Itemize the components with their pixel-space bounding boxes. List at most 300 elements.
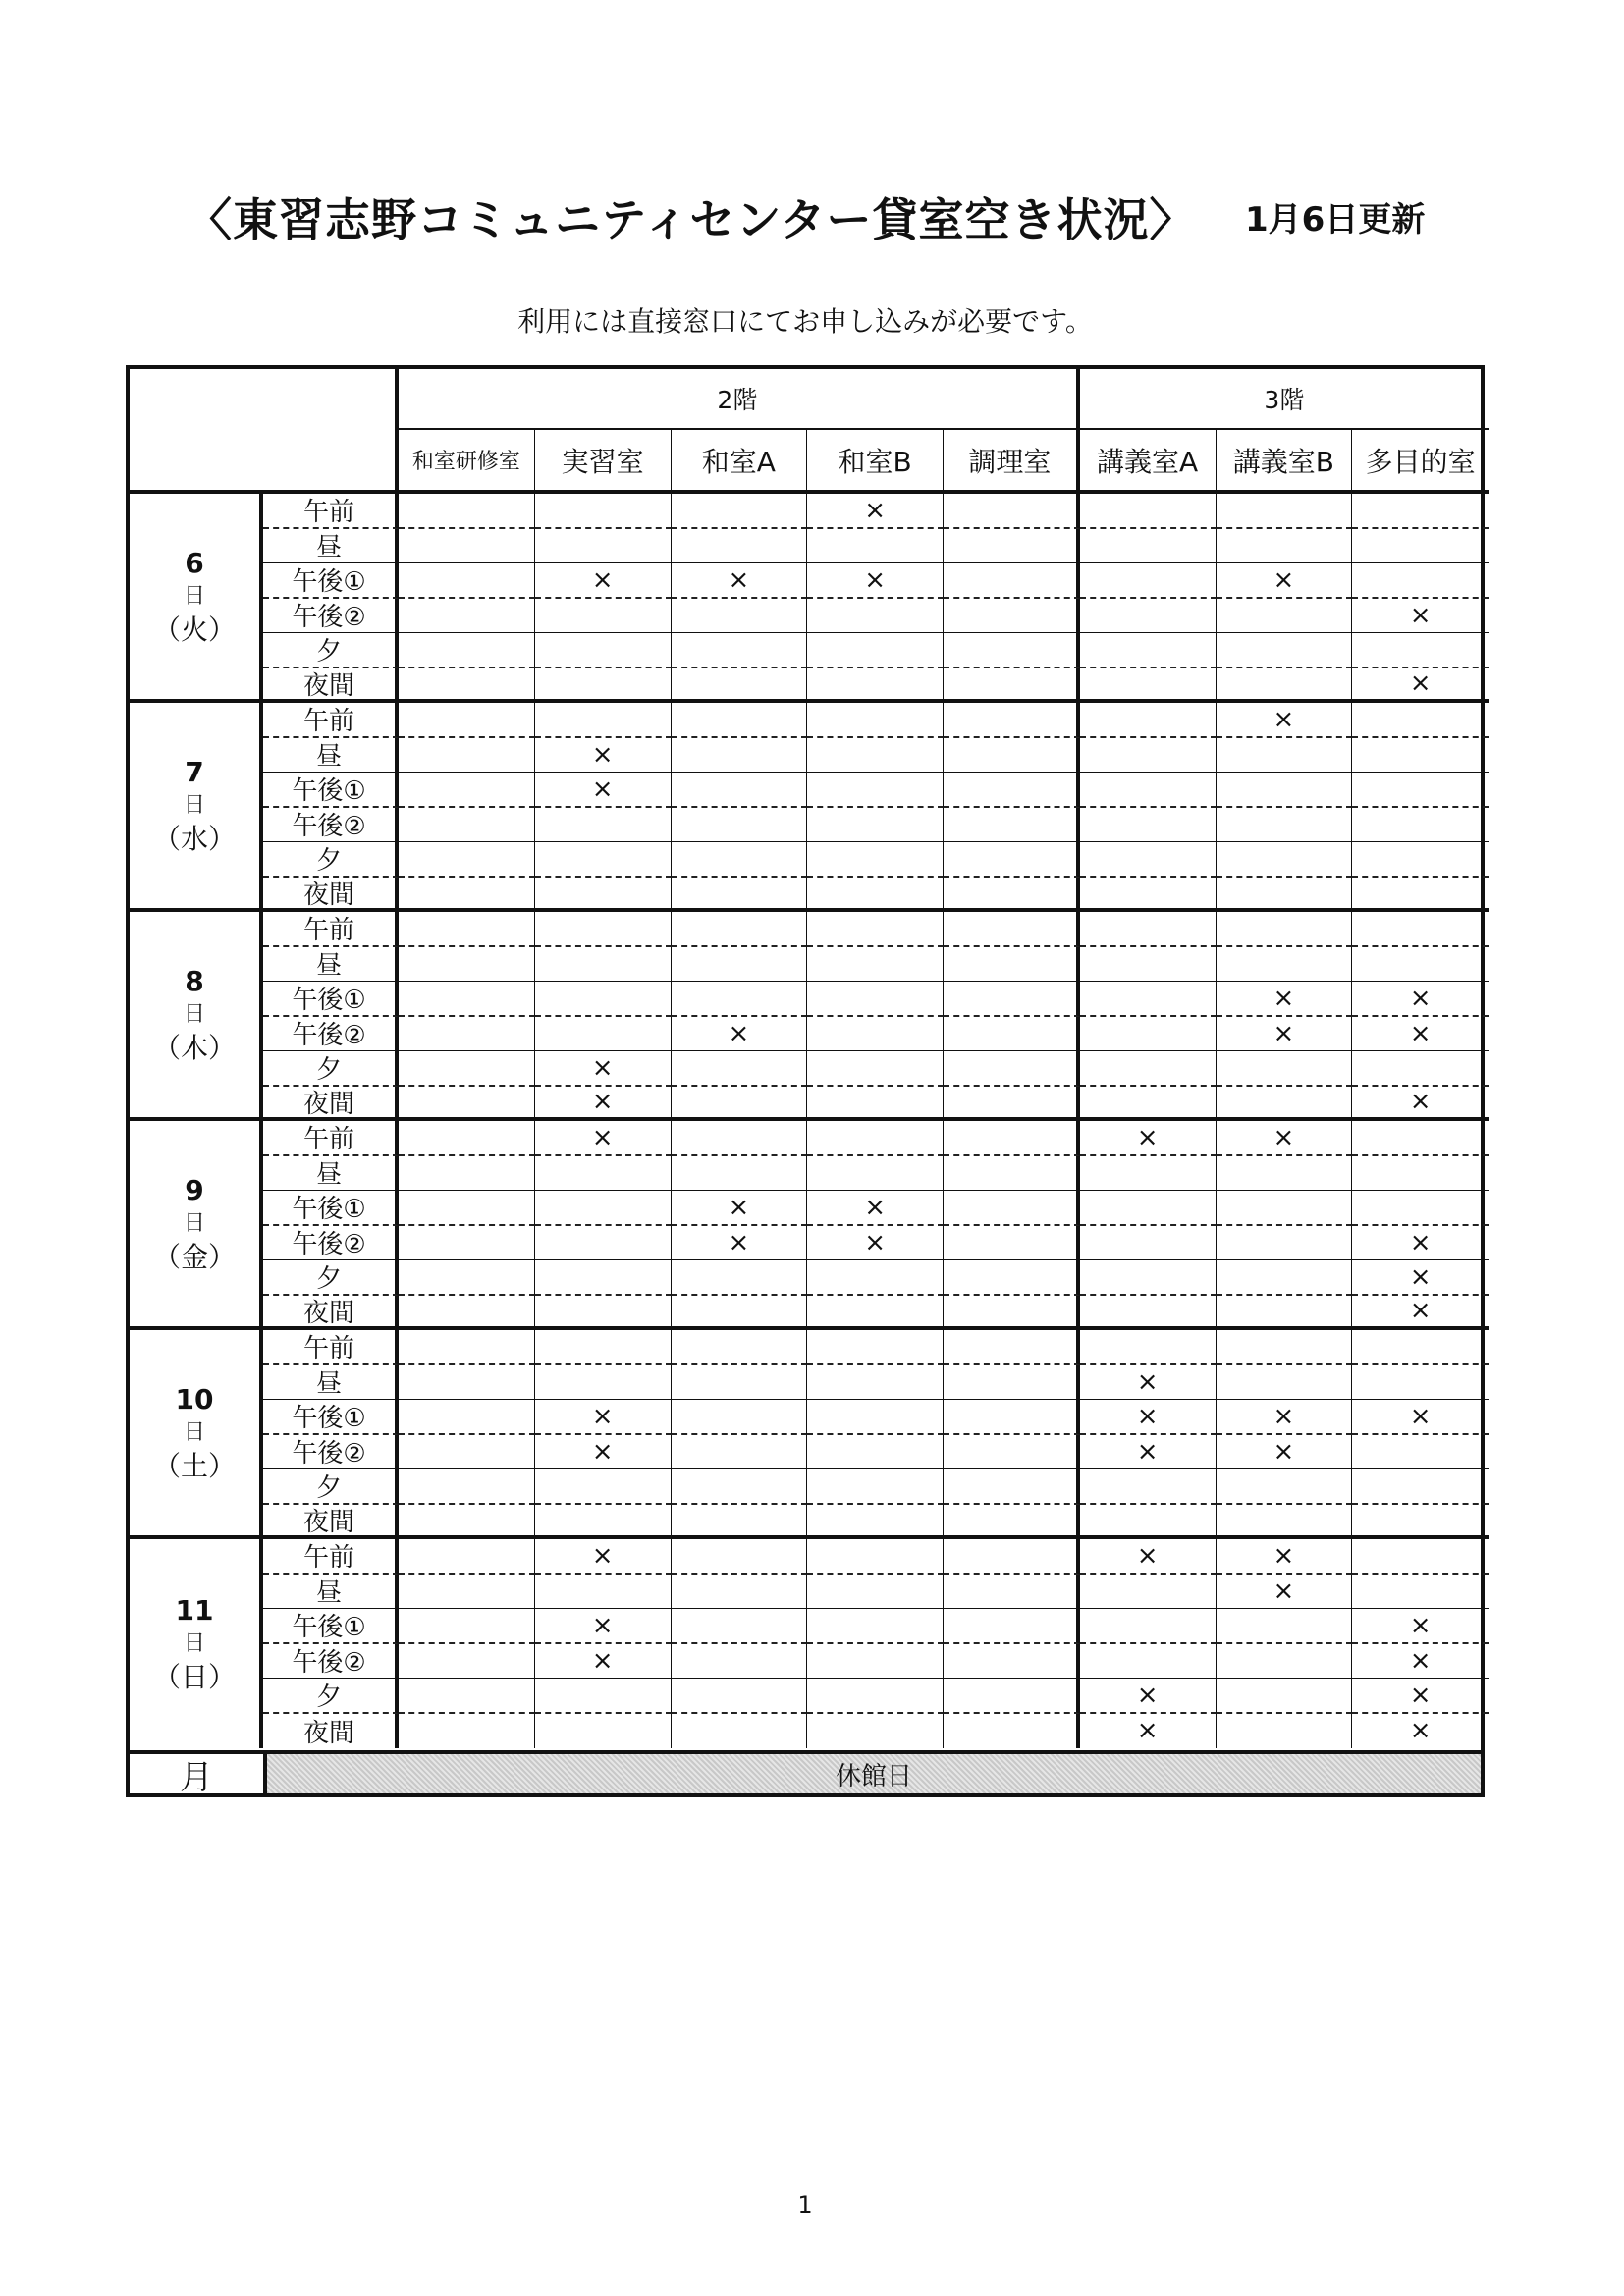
availability-cell bbox=[399, 1609, 535, 1644]
availability-cell bbox=[944, 1609, 1080, 1644]
availability-cell bbox=[807, 1296, 944, 1331]
availability-cell bbox=[399, 1714, 535, 1749]
availability-cell bbox=[944, 1296, 1080, 1331]
availability-cell bbox=[807, 773, 944, 808]
availability-cell bbox=[944, 1435, 1080, 1470]
availability-cell bbox=[1352, 529, 1489, 564]
availability-cell bbox=[672, 912, 808, 947]
availability-cell bbox=[672, 1330, 808, 1365]
availability-cell bbox=[535, 947, 672, 983]
closed-weekday: 月 bbox=[130, 1754, 267, 1793]
availability-cell bbox=[1080, 494, 1217, 529]
availability-cell bbox=[807, 1469, 944, 1505]
availability-cell bbox=[672, 842, 808, 878]
availability-cell bbox=[1080, 1226, 1217, 1261]
booked-mark: × bbox=[807, 563, 944, 599]
availability-cell bbox=[1217, 842, 1353, 878]
availability-cell bbox=[1080, 563, 1217, 599]
availability-cell bbox=[807, 912, 944, 947]
availability-cell bbox=[672, 633, 808, 668]
availability-cell bbox=[1217, 1714, 1353, 1749]
time-slot-label: 午後① bbox=[263, 1400, 399, 1435]
availability-cell bbox=[1080, 1609, 1217, 1644]
availability-cell bbox=[1080, 1191, 1217, 1226]
availability-cell bbox=[1352, 738, 1489, 774]
availability-cell bbox=[1217, 1191, 1353, 1226]
availability-cell bbox=[1352, 494, 1489, 529]
time-slot-label: 午前 bbox=[263, 912, 399, 947]
booked-mark: × bbox=[1352, 1609, 1489, 1644]
booked-mark: × bbox=[807, 1191, 944, 1226]
availability-cell bbox=[807, 1575, 944, 1610]
availability-cell bbox=[672, 1644, 808, 1680]
booked-mark: × bbox=[535, 738, 672, 774]
booked-mark: × bbox=[1217, 1017, 1353, 1052]
availability-cell bbox=[399, 1191, 535, 1226]
availability-cell bbox=[1080, 982, 1217, 1017]
booked-mark: × bbox=[1352, 1644, 1489, 1680]
availability-cell bbox=[807, 1330, 944, 1365]
availability-cell bbox=[1217, 947, 1353, 983]
room-header-washitsu-b: 和室B bbox=[807, 430, 944, 494]
availability-cell bbox=[807, 633, 944, 668]
booked-mark: × bbox=[1080, 1435, 1217, 1470]
day-number: 8 bbox=[185, 964, 204, 997]
booked-mark: × bbox=[1217, 1435, 1353, 1470]
availability-cell bbox=[535, 982, 672, 1017]
availability-cell bbox=[672, 599, 808, 634]
availability-cell bbox=[672, 1679, 808, 1714]
availability-cell bbox=[1217, 1296, 1353, 1331]
availability-cell bbox=[399, 1505, 535, 1540]
booked-mark: × bbox=[1080, 1714, 1217, 1749]
booked-mark: × bbox=[1217, 1539, 1353, 1575]
booked-mark: × bbox=[807, 494, 944, 529]
availability-cell bbox=[944, 494, 1080, 529]
availability-cell bbox=[1080, 1156, 1217, 1192]
time-slot-label: 昼 bbox=[263, 1156, 399, 1192]
availability-cell bbox=[399, 1260, 535, 1296]
booked-mark: × bbox=[1352, 1260, 1489, 1296]
booked-mark: × bbox=[535, 1087, 672, 1122]
availability-cell bbox=[1217, 1365, 1353, 1401]
availability-cell bbox=[807, 1121, 944, 1156]
time-slot-label: 昼 bbox=[263, 738, 399, 774]
floor-3-header: 3階 bbox=[1080, 369, 1489, 430]
availability-cell bbox=[1352, 1435, 1489, 1470]
availability-cell bbox=[399, 563, 535, 599]
booked-mark: × bbox=[1352, 1296, 1489, 1331]
availability-cell bbox=[1217, 1505, 1353, 1540]
availability-cell bbox=[807, 1400, 944, 1435]
availability-cell bbox=[535, 668, 672, 704]
booked-mark: × bbox=[672, 1017, 808, 1052]
availability-cell bbox=[535, 1330, 672, 1365]
availability-cell bbox=[535, 1365, 672, 1401]
booked-mark: × bbox=[535, 1435, 672, 1470]
availability-cell bbox=[672, 1087, 808, 1122]
availability-cell bbox=[807, 1051, 944, 1087]
availability-cell bbox=[1352, 1575, 1489, 1610]
availability-cell bbox=[399, 1330, 535, 1365]
booked-mark: × bbox=[1352, 1017, 1489, 1052]
availability-cell bbox=[1080, 773, 1217, 808]
availability-cell bbox=[807, 947, 944, 983]
availability-cell bbox=[1217, 529, 1353, 564]
availability-cell bbox=[399, 1400, 535, 1435]
room-header-kougi-a: 講義室A bbox=[1080, 430, 1217, 494]
day-unit: 日 bbox=[183, 1210, 205, 1236]
time-slot-label: 午前 bbox=[263, 1539, 399, 1575]
availability-cell bbox=[672, 1469, 808, 1505]
availability-cell bbox=[807, 1087, 944, 1122]
booked-mark: × bbox=[1217, 1575, 1353, 1610]
day-unit: 日 bbox=[183, 1630, 205, 1656]
availability-cell bbox=[672, 1365, 808, 1401]
availability-cell bbox=[399, 1539, 535, 1575]
availability-cell bbox=[1080, 1296, 1217, 1331]
availability-cell bbox=[807, 1539, 944, 1575]
time-slot-label: 午前 bbox=[263, 1330, 399, 1365]
availability-cell bbox=[535, 1017, 672, 1052]
availability-cell bbox=[672, 982, 808, 1017]
availability-cell bbox=[535, 494, 672, 529]
availability-cell bbox=[1217, 1644, 1353, 1680]
booked-mark: × bbox=[1080, 1121, 1217, 1156]
availability-cell bbox=[1352, 947, 1489, 983]
time-slot-label: 午前 bbox=[263, 494, 399, 529]
availability-cell bbox=[1080, 1330, 1217, 1365]
availability-cell bbox=[399, 1644, 535, 1680]
booked-mark: × bbox=[535, 1609, 672, 1644]
availability-cell bbox=[672, 668, 808, 704]
time-slot-label: 午後① bbox=[263, 982, 399, 1017]
availability-cell bbox=[944, 878, 1080, 913]
day-label bbox=[130, 1121, 263, 1330]
availability-cell bbox=[399, 1087, 535, 1122]
booked-mark: × bbox=[1352, 1400, 1489, 1435]
availability-cell bbox=[1080, 1260, 1217, 1296]
time-slot-label: 夕 bbox=[263, 1469, 399, 1505]
availability-cell bbox=[807, 808, 944, 843]
availability-cell bbox=[535, 912, 672, 947]
availability-cell bbox=[1352, 878, 1489, 913]
time-slot-label: 夕 bbox=[263, 1051, 399, 1087]
availability-cell bbox=[1352, 1051, 1489, 1087]
availability-cell bbox=[1080, 912, 1217, 947]
time-slot-label: 午後② bbox=[263, 599, 399, 634]
availability-cell bbox=[1080, 947, 1217, 983]
day-number: 6 bbox=[185, 546, 204, 579]
availability-cell bbox=[944, 1330, 1080, 1365]
booked-mark: × bbox=[672, 1226, 808, 1261]
availability-table bbox=[126, 365, 1485, 1797]
availability-cell bbox=[1080, 1644, 1217, 1680]
availability-cell bbox=[944, 668, 1080, 704]
booked-mark: × bbox=[1352, 668, 1489, 704]
time-slot-label: 午後① bbox=[263, 563, 399, 599]
booked-mark: × bbox=[1352, 1679, 1489, 1714]
availability-cell bbox=[944, 1226, 1080, 1261]
day-number: 9 bbox=[185, 1173, 204, 1206]
availability-cell bbox=[1080, 1575, 1217, 1610]
day-weekday: （水） bbox=[152, 822, 236, 855]
availability-cell bbox=[1352, 1121, 1489, 1156]
day-label bbox=[130, 912, 263, 1121]
availability-cell bbox=[944, 1469, 1080, 1505]
day-number: 7 bbox=[185, 755, 204, 788]
availability-cell bbox=[399, 529, 535, 564]
booked-mark: × bbox=[1080, 1539, 1217, 1575]
time-slot-label: 夜間 bbox=[263, 878, 399, 913]
availability-cell bbox=[944, 1087, 1080, 1122]
availability-cell bbox=[944, 808, 1080, 843]
availability-cell bbox=[807, 703, 944, 738]
day-label bbox=[130, 1330, 263, 1539]
booked-mark: × bbox=[535, 1121, 672, 1156]
availability-cell bbox=[535, 1575, 672, 1610]
availability-cell bbox=[1217, 668, 1353, 704]
availability-cell bbox=[1080, 738, 1217, 774]
day-weekday: （火） bbox=[152, 613, 236, 646]
room-header-washitsu-a: 和室A bbox=[672, 430, 808, 494]
availability-cell bbox=[535, 1679, 672, 1714]
availability-cell bbox=[399, 947, 535, 983]
availability-cell bbox=[807, 738, 944, 774]
availability-cell bbox=[944, 1679, 1080, 1714]
booked-mark: × bbox=[1217, 1121, 1353, 1156]
availability-cell bbox=[672, 494, 808, 529]
availability-cell bbox=[807, 668, 944, 704]
time-slot-label: 午前 bbox=[263, 703, 399, 738]
booked-mark: × bbox=[535, 1539, 672, 1575]
availability-cell bbox=[672, 529, 808, 564]
availability-cell bbox=[672, 1400, 808, 1435]
availability-cell bbox=[1352, 1330, 1489, 1365]
time-slot-label: 午後① bbox=[263, 1191, 399, 1226]
availability-cell bbox=[944, 1191, 1080, 1226]
availability-cell bbox=[807, 982, 944, 1017]
availability-cell bbox=[1080, 842, 1217, 878]
availability-cell bbox=[535, 1469, 672, 1505]
availability-cell bbox=[944, 599, 1080, 634]
booked-mark: × bbox=[535, 1644, 672, 1680]
availability-cell bbox=[1352, 633, 1489, 668]
page-title: 〈東習志野コミュニティセンター貸室空き状況〉 bbox=[187, 193, 1196, 246]
availability-cell bbox=[535, 703, 672, 738]
availability-cell bbox=[1080, 1505, 1217, 1540]
availability-cell bbox=[672, 773, 808, 808]
availability-cell bbox=[399, 982, 535, 1017]
availability-cell bbox=[535, 529, 672, 564]
availability-cell bbox=[1080, 1017, 1217, 1052]
time-slot-label: 夕 bbox=[263, 842, 399, 878]
closed-day-row bbox=[126, 1750, 1485, 1797]
availability-cell bbox=[399, 1226, 535, 1261]
availability-cell bbox=[1080, 1051, 1217, 1087]
availability-cell bbox=[1352, 563, 1489, 599]
availability-cell bbox=[672, 947, 808, 983]
day-number: 11 bbox=[175, 1593, 214, 1627]
availability-cell bbox=[1080, 599, 1217, 634]
time-slot-label: 昼 bbox=[263, 529, 399, 564]
availability-cell bbox=[399, 1435, 535, 1470]
availability-cell bbox=[944, 703, 1080, 738]
booked-mark: × bbox=[1352, 1226, 1489, 1261]
booked-mark: × bbox=[1080, 1679, 1217, 1714]
room-header-tamokuteki: 多目的室 bbox=[1352, 430, 1489, 494]
availability-cell bbox=[1217, 1260, 1353, 1296]
availability-cell bbox=[672, 878, 808, 913]
day-weekday: （日） bbox=[152, 1660, 236, 1693]
time-slot-label: 夜間 bbox=[263, 1505, 399, 1540]
availability-cell bbox=[807, 842, 944, 878]
day-unit: 日 bbox=[183, 792, 205, 818]
availability-cell bbox=[944, 1121, 1080, 1156]
time-slot-label: 夜間 bbox=[263, 1296, 399, 1331]
availability-cell bbox=[672, 1296, 808, 1331]
availability-cell bbox=[807, 1505, 944, 1540]
closed-label: 休館日 bbox=[267, 1754, 1481, 1793]
time-slot-label: 午後② bbox=[263, 808, 399, 843]
room-header-kougi-b: 講義室B bbox=[1217, 430, 1353, 494]
availability-cell bbox=[1217, 773, 1353, 808]
availability-cell bbox=[672, 1539, 808, 1575]
availability-cell bbox=[1352, 703, 1489, 738]
availability-cell bbox=[807, 1017, 944, 1052]
time-slot-label: 夜間 bbox=[263, 668, 399, 704]
availability-cell bbox=[535, 633, 672, 668]
availability-cell bbox=[944, 1051, 1080, 1087]
availability-cell bbox=[944, 563, 1080, 599]
room-header-washitsu-kenshu: 和室研修室 bbox=[399, 430, 535, 494]
time-slot-label: 夕 bbox=[263, 633, 399, 668]
availability-cell bbox=[944, 1400, 1080, 1435]
availability-cell bbox=[944, 947, 1080, 983]
time-slot-label: 午前 bbox=[263, 1121, 399, 1156]
availability-cell bbox=[672, 1156, 808, 1192]
availability-cell bbox=[944, 738, 1080, 774]
availability-cell bbox=[399, 1365, 535, 1401]
header-corner bbox=[130, 369, 399, 494]
availability-cell bbox=[399, 633, 535, 668]
booking-notice: 利用には直接窓口にてお申し込みが必要です。 bbox=[517, 305, 1093, 338]
availability-cell bbox=[1217, 808, 1353, 843]
availability-cell bbox=[672, 703, 808, 738]
availability-cell bbox=[944, 1017, 1080, 1052]
availability-cell bbox=[1217, 1469, 1353, 1505]
availability-cell bbox=[672, 1260, 808, 1296]
availability-cell bbox=[399, 912, 535, 947]
availability-cell bbox=[535, 1296, 672, 1331]
availability-cell bbox=[399, 668, 535, 704]
page-number: 1 bbox=[797, 2191, 813, 2218]
day-unit: 日 bbox=[183, 1419, 205, 1445]
availability-cell bbox=[1352, 1365, 1489, 1401]
availability-cell bbox=[1217, 1679, 1353, 1714]
booked-mark: × bbox=[535, 1051, 672, 1087]
availability-cell bbox=[944, 773, 1080, 808]
availability-cell bbox=[672, 1609, 808, 1644]
availability-cell bbox=[1217, 738, 1353, 774]
schedule-grid bbox=[126, 365, 1485, 1754]
availability-cell bbox=[535, 842, 672, 878]
availability-cell bbox=[807, 1260, 944, 1296]
availability-cell bbox=[399, 842, 535, 878]
time-slot-label: 午後② bbox=[263, 1017, 399, 1052]
availability-cell bbox=[1217, 1609, 1353, 1644]
availability-cell bbox=[944, 529, 1080, 564]
availability-cell bbox=[399, 1469, 535, 1505]
availability-cell bbox=[1352, 912, 1489, 947]
time-slot-label: 昼 bbox=[263, 1575, 399, 1610]
availability-cell bbox=[807, 1679, 944, 1714]
availability-cell bbox=[944, 842, 1080, 878]
availability-cell bbox=[1217, 878, 1353, 913]
availability-cell bbox=[1217, 633, 1353, 668]
booked-mark: × bbox=[535, 773, 672, 808]
availability-cell bbox=[399, 599, 535, 634]
availability-cell bbox=[672, 808, 808, 843]
availability-cell bbox=[1217, 1087, 1353, 1122]
availability-cell bbox=[672, 738, 808, 774]
availability-cell bbox=[1080, 878, 1217, 913]
availability-cell bbox=[944, 1714, 1080, 1749]
time-slot-label: 昼 bbox=[263, 947, 399, 983]
booked-mark: × bbox=[1409, 1716, 1432, 1746]
time-slot-label: 午後② bbox=[263, 1226, 399, 1261]
availability-cell bbox=[535, 1191, 672, 1226]
booked-mark: × bbox=[1217, 563, 1353, 599]
booked-mark: × bbox=[1217, 982, 1353, 1017]
availability-cell bbox=[1352, 1505, 1489, 1540]
availability-cell bbox=[1080, 1469, 1217, 1505]
availability-cell bbox=[1352, 1539, 1489, 1575]
availability-cell bbox=[535, 1714, 672, 1749]
availability-cell bbox=[399, 1156, 535, 1192]
availability-cell bbox=[399, 878, 535, 913]
availability-cell bbox=[944, 1156, 1080, 1192]
availability-cell bbox=[1217, 1330, 1353, 1365]
availability-cell bbox=[944, 982, 1080, 1017]
day-weekday: （金） bbox=[152, 1240, 236, 1273]
availability-cell bbox=[399, 1121, 535, 1156]
time-slot-label: 夜間 bbox=[263, 1087, 399, 1122]
booked-mark: × bbox=[1080, 1400, 1217, 1435]
availability-cell bbox=[399, 1051, 535, 1087]
availability-cell bbox=[807, 599, 944, 634]
booked-mark: × bbox=[807, 1226, 944, 1261]
availability-cell bbox=[1352, 773, 1489, 808]
availability-cell bbox=[807, 1156, 944, 1192]
time-slot-label: 夕 bbox=[263, 1679, 399, 1714]
availability-cell bbox=[535, 808, 672, 843]
booked-mark: × bbox=[1217, 1400, 1353, 1435]
availability-cell bbox=[807, 529, 944, 564]
day-unit: 日 bbox=[183, 1001, 205, 1027]
availability-cell bbox=[399, 1575, 535, 1610]
availability-cell bbox=[944, 1539, 1080, 1575]
availability-cell bbox=[399, 1679, 535, 1714]
availability-cell bbox=[807, 1644, 944, 1680]
availability-cell bbox=[672, 1575, 808, 1610]
availability-cell bbox=[672, 1121, 808, 1156]
availability-cell bbox=[1352, 1156, 1489, 1192]
booked-mark: × bbox=[535, 563, 672, 599]
availability-cell bbox=[399, 1017, 535, 1052]
availability-cell bbox=[535, 1156, 672, 1192]
availability-cell bbox=[807, 1714, 944, 1749]
